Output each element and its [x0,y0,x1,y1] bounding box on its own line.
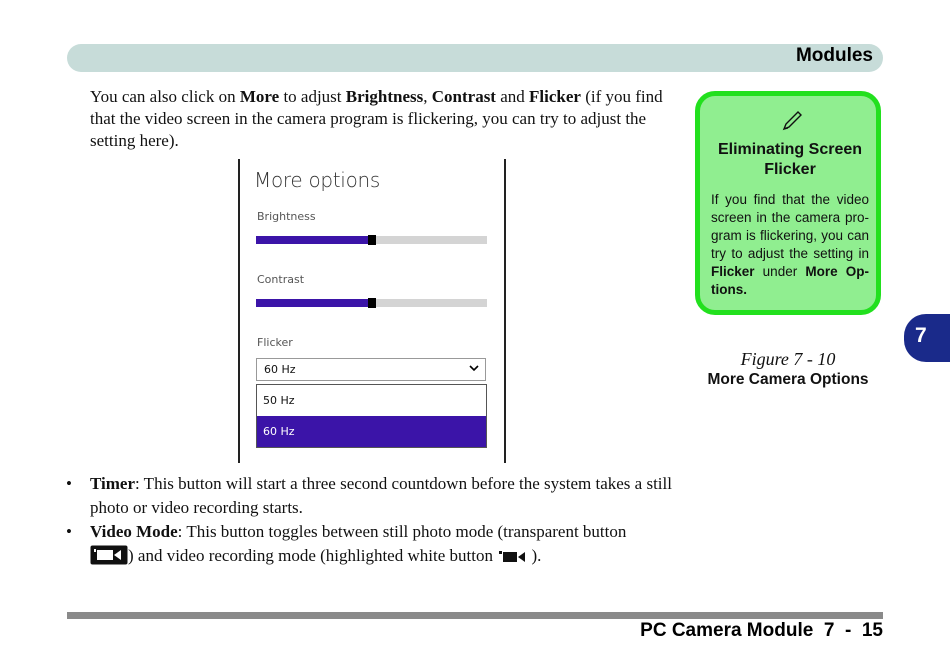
bullet-symbol: • [66,522,72,541]
bullet-video-mode [66,520,686,568]
bullet-text: ). [527,546,542,565]
screenshot-right-border [504,159,506,463]
intro-text-4: and [495,87,530,106]
tip-body [711,191,869,299]
video-camera-white-icon [497,549,527,565]
intro-text-3: , [423,87,432,106]
flicker-dropdown-list [256,384,487,448]
tip-body-text: under [754,264,806,279]
tip-flicker: Flicker [711,264,755,279]
tip-box [695,91,881,315]
option-label: 60 Hz [263,425,295,438]
bullet-term: Timer [90,474,136,493]
more-options-title: More options [254,168,380,192]
chapter-tab [904,314,950,362]
intro-text-1: You can also click on [90,87,240,106]
more-options-screenshot [238,159,506,463]
option-label: 50 Hz [263,394,295,407]
bullet-symbol: • [66,474,72,493]
intro-text-2: to adjust [279,87,346,106]
intro-text-5: (if you find that the video screen in the camera program is flickering, you can try to adjust the setting here). [90,87,663,150]
chapter-number: 7 [915,324,927,347]
bullet-term: Video Mode [90,522,178,541]
bullet-text: : This button will start a three second countdown before the system takes a still photo or video recording starts. [90,474,672,517]
intro-more: More [239,87,280,106]
intro-flicker: Flicker [529,87,581,106]
flicker-option-50hz[interactable] [257,385,486,416]
tip-title: Eliminating Screen Flicker [717,141,863,178]
flicker-option-60hz[interactable] [257,416,486,447]
flicker-label: Flicker [257,336,293,349]
brightness-slider[interactable] [256,236,487,244]
figure-caption [695,348,881,389]
bullet-timer [66,472,686,520]
figure-title: More Camera Options [707,371,869,388]
contrast-slider-fill [256,299,372,307]
bullet-text: ) and video recording mode (highlighted white button [128,546,498,565]
brightness-slider-fill [256,236,372,244]
flicker-select-value: 60 Hz [264,363,296,376]
footer-text: PC Camera Module 7 - 15 [640,620,883,641]
contrast-label: Contrast [257,273,305,286]
contrast-slider[interactable] [256,299,487,307]
video-camera-transparent-icon [90,545,128,565]
tip-body-text: If you find that the video screen in the camera pro-gram is flickering, you can try to adjust the setting in [711,192,869,261]
footer-rule [67,612,883,619]
figure-number: Figure 7 - 10 [740,349,836,369]
tip-more-options: More Op-tions. [711,264,870,297]
brightness-label: Brightness [257,210,316,223]
intro-brightness: Brightness [345,87,424,106]
more-options-panel [240,159,504,463]
header-title: Modules [795,45,873,66]
intro-paragraph [90,86,680,152]
flicker-select[interactable] [256,358,486,381]
contrast-slider-thumb[interactable] [368,298,376,308]
header-bar [67,44,883,72]
intro-contrast: Contrast [431,87,496,106]
pen-icon [780,110,804,132]
brightness-slider-thumb[interactable] [368,235,376,245]
bullet-list [66,472,686,568]
chevron-down-icon [469,363,479,373]
bullet-text: : This button toggles between still photo mode (transparent button [177,522,627,541]
